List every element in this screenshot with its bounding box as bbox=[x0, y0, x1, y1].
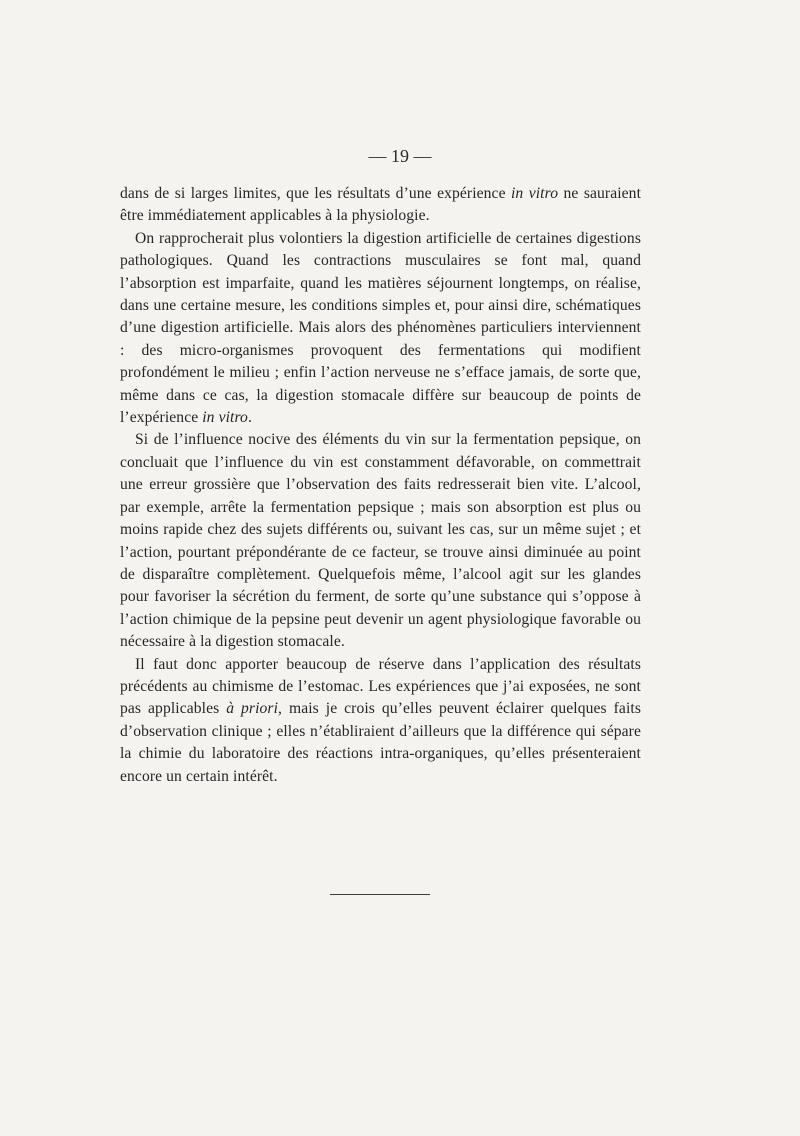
text-run: dans de si larges limites, que les résultats d’une expérience bbox=[120, 185, 511, 202]
text-run: . bbox=[247, 409, 252, 427]
paragraph-3 bbox=[120, 429, 641, 653]
text-run: ne sauraient être immédiatement applicables à la physiologie. bbox=[120, 185, 642, 225]
body-text bbox=[120, 183, 641, 788]
italic-run: in vitro bbox=[202, 409, 248, 427]
paragraph-2 bbox=[120, 228, 641, 430]
page-number: — 19 — bbox=[368, 146, 432, 166]
text-run: , mais je crois qu’elles peuvent éclairer quelques faits d’observation clinique ; elles n’établiraient d’ailleurs que la différence qui sépare la chimie du laboratoire des réactions intra-organiques, qu’elles présenteraient encore un certain intérêt. bbox=[120, 700, 641, 785]
italic-run: in vitro bbox=[511, 185, 559, 202]
text-run: Il faut donc apporter beaucoup de réserve dans l’application des résultats précédents au chimisme de l’estomac. Les expériences que j’ai exposées, ne sont pas applicables bbox=[120, 655, 641, 718]
italic-run: à priori bbox=[226, 700, 279, 718]
text-run: On rapprocherait plus volontiers la digestion artificielle de certaines digestions pathologiques. Quand les contractions musculaires se font mal, quand l’absorption est imparfaite, quand les matières séjournent longtemps, on réalise, dans une certaine mesure, les conditions simples et, pour ainsi dire, schématiques d’une digestion artificielle. Mais alors des phénomènes particuliers interviennent : des micro-organismes provoquent des fermentations qui modifient profondément le milieu ; enfin l’action nerveuse ne s’efface jamais, de sorte que, même dans ce cas, la digestion stomacale diffère sur beaucoup de points de l’expérience bbox=[120, 229, 641, 427]
paragraph-4 bbox=[120, 654, 641, 788]
paragraph-1 bbox=[120, 183, 641, 228]
section-end-rule bbox=[330, 894, 430, 895]
text-run: Si de l’influence nocive des éléments du vin sur la fermentation pepsique, on concluait que l’influence du vin est constamment défavorable, on commettrait une erreur grossière que l’observation des faits redresserait bien vite. L’alcool, par exemple, arrête la fermentation pepsique ; mais son absorption est plus ou moins rapide chez des sujets différents ou, suivant les cas, sur un même sujet ; et l’action, pourtant prépondérante de ce facteur, se trouve ainsi diminuée au point de disparaître complètement. Quelquefois même, l’alcool agit sur les glandes pour favoriser la sécrétion du ferment, de sorte qu’une substance qui s’oppose à l’action chimique de la pepsine peut devenir un agent physiologique favorable ou nécessaire à la digestion stomacale. bbox=[120, 431, 641, 651]
